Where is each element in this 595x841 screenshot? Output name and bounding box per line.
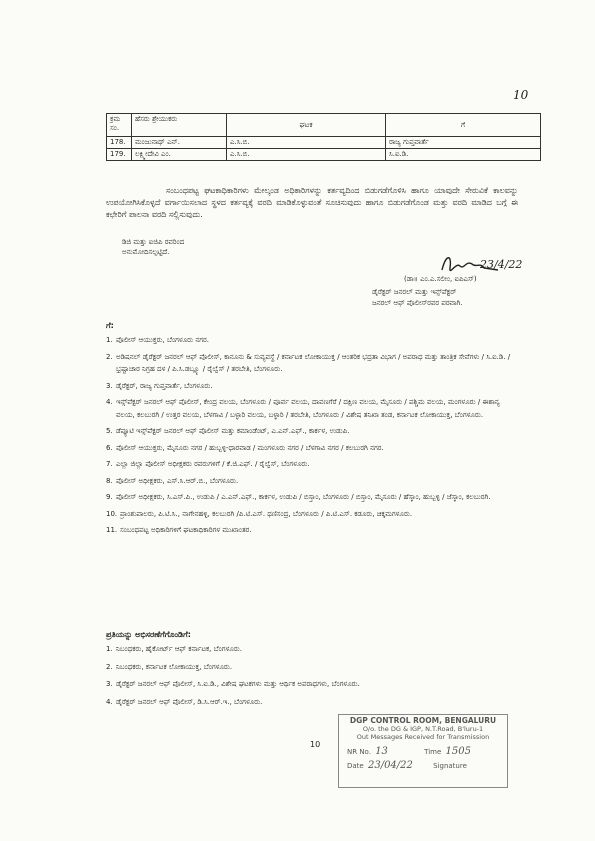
page-mark: 10 (513, 88, 529, 102)
list-item: 4. ಇನ್ಸ್‌ಪೆಕ್ಟರ್ ಜನರಲ್ ಆಫ್ ಪೊಲೀಸ್, ಕೇಂದ್ರ ವಲಯ, ಬೆಂಗಳೂರು / ಪೂರ್ವ ವಲಯ, ದಾವಣಗೆರೆ / ದಕ್ಷಿಣ ವಲಯ, ಮೈಸೂರು / ಪಶ್ಚಿಮ ವಲಯ, ಮಂಗಳೂರು / ಈಶಾನ್ಯ ವಲಯ, ಕಲಬುರಗಿ / ಉತ್ತರ ವಲಯ, ಬೆಳಗಾವಿ / ಬಳ್ಳಾರಿ ವಲಯ, ಬಳ್ಳಾರಿ / ತರಬೇತಿ, ಬೆಂಗಳೂರು / ವಿಶೇಷ ತನಿಖಾ ತಂಡ, ಕರ್ನಾಟಕ ಲೋಕಾಯುಕ್ತ, ಬೆಂಗಳೂರು. (106, 398, 500, 419)
list-item: 1. ಪೊಲೀಸ್ ಆಯುಕ್ತರು, ಬೆಂಗಳೂರು ನಗರ. (106, 336, 209, 344)
list-item-text: ನಿಬಂಧಕರು, ಕರ್ನಾಟಕ ಲೋಕಾಯುಕ್ತ, ಬೆಂಗಳೂರು. (116, 662, 233, 671)
list-item: 4. ಡೈರೆಕ್ಟರ್ ಜನರಲ್ ಆಫ್ ಪೊಲೀಸ್, ಡಿ.ಸಿ.ಆರ್.ಇ., ಬೆಂಗಳೂರು. (106, 697, 263, 706)
approval-note (122, 237, 272, 257)
stamp-date-label: Date (347, 762, 364, 770)
list-item-text: ಇನ್ಸ್‌ಪೆಕ್ಟರ್ ಜನರಲ್ ಆಫ್ ಪೊಲೀಸ್, ಕೇಂದ್ರ ವಲಯ, ಬೆಂಗಳೂರು / ಪೂರ್ವ ವಲಯ, ದಾವಣಗೆರೆ / ದಕ್ಷಿಣ ವಲಯ, ಮೈಸೂರು / ಪಶ್ಚಿಮ ವಲಯ, ಮಂಗಳೂರು / ಈಶಾನ್ಯ ವಲಯ, ಕಲಬುರಗಿ / ಉತ್ತರ ವಲಯ, ಬೆಳಗಾವಿ / ಬಳ್ಳಾರಿ ವಲಯ, ಬಳ್ಳಾರಿ / ತರಬೇತಿ, ಬೆಂಗಳೂರು / ವಿಶೇಷ ತನಿಖಾ ತಂಡ, ಕರ್ನಾಟಕ ಲೋಕಾಯುಕ್ತ, ಬೆಂಗಳೂರು. (116, 398, 500, 419)
stamp-nr-label: NR No. (347, 748, 371, 756)
list-item: 7. ಎಲ್ಲಾ ಜಿಲ್ಲಾ ಪೊಲೀಸ್ ಅಧೀಕ್ಷಕರು ರವರುಗಳಿಗೆ / ಕೆ.ಜಿ.ಎಫ್. / ರೈಲ್ವೆಸ್, ಬೆಂಗಳೂರು. (106, 460, 310, 468)
row-name: ಲಕ್ಷ್ಮೀದೇವಿ ಎಂ. (132, 149, 227, 161)
recipient-list (106, 334, 518, 537)
row-to: ರಾಜ್ಯ ಗುಪ್ತವಾರ್ತೆ (386, 137, 541, 149)
list-item: 1. ನಿಬಂಧಕರು, ಹೈಕೋರ್ಟ್ ಆಫ್ ಕರ್ನಾಟಕ, ಬೆಂಗಳೂರು. (106, 645, 242, 653)
row-serial: 179. (107, 149, 132, 161)
stamp-time-label: Time (424, 748, 442, 756)
stamp-subtitle: Out Messages Received for Transmission (356, 733, 490, 741)
list-item-text: ಅಡಿಷನಲ್ ಡೈರೆಕ್ಟರ್ ಜನರಲ್ ಆಫ್ ಪೊಲೀಸ್, ಕಾನೂನು & ಸುವ್ಯವಸ್ಥೆ / ಕರ್ನಾಟಕ ಲೋಕಾಯುಕ್ತ / ಆಂತರಿಕ ಭದ್ರತಾ ವಿಭಾಗ / ಅಪರಾಧ ಮತ್ತು ತಾಂತ್ರಿಕ ಸೇವೆಗಳು / ಸಿ.ಐ.ಡಿ. / ಭ್ರಷ್ಟಾಚಾರ ನಿಗ್ರಹ ದಳ / ಪಿ.ಸಿ.ಡಬ್ಲ್ಯೂ / ರೈಲ್ವೆಸ್ / ತರಬೇತಿ, ಬೆಂಗಳೂರು. (116, 352, 511, 373)
approval-line: ಡಿಜಿ ಮತ್ತು ಐಜಿಪಿ ರವರಿಂದ (122, 238, 185, 246)
stamp-nr-value: 13 (375, 746, 388, 757)
list-item-text: ಪೊಲೀಸ್ ಆಯುಕ್ತರು, ಬೆಂಗಳೂರು ನಗರ. (116, 336, 209, 344)
row-unit: ಎ.ಸಿ.ಬಿ. (227, 149, 386, 161)
list-item-text: ನಿಬಂಧಕರು, ಹೈಕೋರ್ಟ್ ಆಫ್ ಕರ್ನಾಟಕ, ಬೆಂಗಳೂರು. (116, 645, 242, 653)
list-item-text: ಎಲ್ಲಾ ಜಿಲ್ಲಾ ಪೊಲೀಸ್ ಅಧೀಕ್ಷಕರು ರವರುಗಳಿಗೆ / ಕೆ.ಜಿ.ಎಫ್. / ರೈಲ್ವೆಸ್, ಬೆಂಗಳೂರು. (116, 460, 310, 468)
list-item-text: ಪ್ರಾಂಶುಪಾಲರು, ಪಿ.ಟಿ.ಸಿ., ನಾಗೇನಹಳ್ಳಿ, ಕಲಬುರಗಿ /ಪಿ.ಟಿ.ಎಸ್. ಥಣಿಸಂದ್ರ, ಬೆಂಗಳೂರು / ಪಿ.ಟಿ.ಎಸ್. ಕಡೂರು, ಚಿಕ್ಕಮಗಳೂರು. (120, 509, 413, 518)
to-heading: ಗೆ: (106, 321, 114, 330)
signatory-designation: ಡೈರೆಕ್ಟರ್ ಜನರಲ್ ಮತ್ತು ಇನ್ಸ್‌ಪೆಕ್ಟರ್ (372, 288, 457, 296)
row-to: ಸಿ.ಐ.ಡಿ. (386, 149, 541, 161)
row-serial: 178. (107, 137, 132, 149)
signature-date: 23/4/22 (480, 258, 523, 271)
header-to: ಗೆ (386, 114, 541, 137)
list-item-text: ಡೆಪ್ಯೂಟಿ ಇನ್ಸ್‌ಪೆಕ್ಟರ್ ಜನರಲ್ ಆಫ್ ಪೊಲೀಸ್ ಮತ್ತು ಕಮಾಂಡೆಂಟ್, ಎ.ಎನ್.ಎಫ್., ಕಾರ್ಕಳ, ಉಡುಪಿ. (116, 427, 350, 435)
stamp-date-value: 23/04/22 (367, 760, 413, 771)
signatory-name: (ಡಾ॥ ಎಂ.ಎ.ಸಲೀಂ, ಐಪಿಎಸ್) (404, 275, 477, 283)
list-item: 2. ಅಡಿಷನಲ್ ಡೈರೆಕ್ಟರ್ ಜನರಲ್ ಆಫ್ ಪೊಲೀಸ್, ಕಾನೂನು & ಸುವ್ಯವಸ್ಥೆ / ಕರ್ನಾಟಕ ಲೋಕಾಯುಕ್ತ / ಆಂತರಿಕ ಭದ್ರತಾ ವಿಭಾಗ / ಅಪರಾಧ ಮತ್ತು ತಾಂತ್ರಿಕ ಸೇವೆಗಳು / ಸಿ.ಐ.ಡಿ. / ಭ್ರಷ್ಟಾಚಾರ ನಿಗ್ರಹ ದಳ / ಪಿ.ಸಿ.ಡಬ್ಲ್ಯೂ / ರೈಲ್ವೆಸ್ / ತರಬೇತಿ, ಬೆಂಗಳೂರು. (106, 352, 511, 373)
table-header-row (107, 114, 541, 137)
header-unit: ಘಟಕ (227, 114, 386, 137)
transfer-table (106, 113, 541, 161)
stamp-time-value: 1505 (445, 746, 471, 757)
list-item-text: ಡೈರೆಕ್ಟರ್, ರಾಜ್ಯ ಗುಪ್ತವಾರ್ತೆ, ಬೆಂಗಳೂರು. (116, 381, 213, 390)
list-item: 6. ಪೊಲೀಸ್ ಆಯುಕ್ತರು, ಮೈಸೂರು ನಗರ / ಹುಬ್ಬಳ್ಳಿ-ಧಾರವಾಡ / ಮಂಗಳೂರು ನಗರ / ಬೆಳಗಾವಿ ನಗರ / ಕಲಬುರಗಿ ನಗರ. (106, 443, 384, 452)
list-item-text: ಪೊಲೀಸ್ ಅಧೀಕ್ಷಕರು, ಎಸ್.ಸಿ.ಆರ್.ಬಿ., ಬೆಂಗಳೂರು. (116, 476, 239, 485)
stamp-signature-label: Signature (433, 762, 467, 770)
header-name: ಹೆಸರು ಶ್ರೇಯುಕರು (132, 114, 227, 137)
list-item-text: ಪೊಲೀಸ್ ಅಧೀಕ್ಷಕರು, ಸಿ.ಎಸ್.ಪಿ., ಉಡುಪಿ / ಎ.ಎನ್.ಎಫ್., ಕಾರ್ಕಳ, ಉಡುಪಿ / ಬಿಸ್ತಾಂ, ಬೆಂಗಳೂರು / ಬಿಸ್ತಾಂ, ಮೈಸೂರು / ಹೆಸ್ಕಾಂ, ಹುಬ್ಬಳ್ಳಿ / ಜೆಸ್ಕಾಂ, ಕಲಬುರಗಿ. (116, 493, 491, 501)
control-room-stamp (338, 714, 508, 788)
approval-line: ಅನುಮೋದಿಸಲ್ಪಟ್ಟಿದೆ. (122, 248, 170, 256)
list-item-text: ಸಂಬಂಧಪಟ್ಟ ಅಧಿಕಾರಿಗಳಿಗೆ ಘಟಕಾಧಿಕಾರಿಗಳ ಮುಖಾಂತರ. (120, 526, 252, 534)
table-row (107, 149, 541, 161)
copy-heading: ಪ್ರತಿಯನ್ನು ಅಭಿಸರಣೆಗೆಗೊಂಡಿಗೆ: (106, 630, 191, 639)
stamp-title: DGP CONTROL ROOM, BENGALURU (349, 716, 497, 725)
list-item: 9. ಪೊಲೀಸ್ ಅಧೀಕ್ಷಕರು, ಸಿ.ಎಸ್.ಪಿ., ಉಡುಪಿ / ಎ.ಎನ್.ಎಫ್., ಕಾರ್ಕಳ, ಉಡುಪಿ / ಬಿಸ್ತಾಂ, ಬೆಂಗಳೂರು / ಬಿಸ್ತಾಂ, ಮೈಸೂರು / ಹೆಸ್ಕಾಂ, ಹುಬ್ಬಳ್ಳಿ / ಜೆಸ್ಕಾಂ, ಕಲಬುರಗಿ. (106, 493, 491, 501)
list-item: 3. ಡೈರೆಕ್ಟರ್, ರಾಜ್ಯ ಗುಪ್ತವಾರ್ತೆ, ಬೆಂಗಳೂರು. (106, 381, 213, 390)
page-number: 10 (310, 740, 321, 749)
row-unit: ಎ.ಸಿ.ಬಿ. (227, 137, 386, 149)
copy-list (106, 643, 518, 708)
list-item-text: ಡೈರೆಕ್ಟರ್ ಜನರಲ್ ಆಫ್ ಪೊಲೀಸ್, ಡಿ.ಸಿ.ಆರ್.ಇ., ಬೆಂಗಳೂರು. (116, 697, 263, 706)
list-item: 8. ಪೊಲೀಸ್ ಅಧೀಕ್ಷಕರು, ಎಸ್.ಸಿ.ಆರ್.ಬಿ., ಬೆಂಗಳೂರು. (106, 476, 239, 485)
list-item: 2. ನಿಬಂಧಕರು, ಕರ್ನಾಟಕ ಲೋಕಾಯುಕ್ತ, ಬೆಂಗಳೂರು. (106, 662, 233, 671)
list-item: 3. ಡೈರೆಕ್ಟರ್ ಜನರಲ್ ಆಫ್ ಪೊಲೀಸ್, ಸಿ.ಐ.ಡಿ., ವಿಶೇಷ ಘಟಕಗಳು ಮತ್ತು ಆರ್ಥಿಕ ಅಪರಾಧಗಳು, ಬೆಂಗಳೂರು. (106, 680, 360, 688)
body-paragraph: ಸಂಬಂಧಪಟ್ಟ ಘಟಕಾಧಿಕಾರಿಗಳು ಮೇಲ್ಕಂಡ ಅಧಿಕಾರಿಗಳನ್ನು ಕರ್ತವ್ಯದಿಂದ ಬಿಡುಗಡೆಗೊಳಿಸಿ ಹಾಗೂ ಯಾವುದೇ ಸೇರುವಿಕೆ ಕಾಲವನ್ನು ಉಪಯೋಗಿಸಿಕೊಳ್ಳದೆ ವರ್ಗಾಯಿಸಲಾದ ಸ್ಥಳದ ಕರ್ತವ್ಯಕ್ಕೆ ವರದಿ ಮಾಡಿಕೊಳ್ಳುವಂತೆ ಸೂಚಿಸುವುದು ಹಾಗೂ ಬಿಡುಗಡೆಗೊಂಡ ಮತ್ತು ವರದಿ ಮಾಡಿದ ಬಗ್ಗೆ ಈ ಕಛೇರಿಗೆ ಪಾಲನಾ ವರದಿ ಸಲ್ಲಿಸುವುದು. (106, 186, 518, 219)
list-item: 5. ಡೆಪ್ಯೂಟಿ ಇನ್ಸ್‌ಪೆಕ್ಟರ್ ಜನರಲ್ ಆಫ್ ಪೊಲೀಸ್ ಮತ್ತು ಕಮಾಂಡೆಂಟ್, ಎ.ಎನ್.ಎಫ್., ಕಾರ್ಕಳ, ಉಡುಪಿ. (106, 427, 350, 435)
list-item: 10. ಪ್ರಾಂಶುಪಾಲರು, ಪಿ.ಟಿ.ಸಿ., ನಾಗೇನಹಳ್ಳಿ, ಕಲಬುರಗಿ /ಪಿ.ಟಿ.ಎಸ್. ಥಣಿಸಂದ್ರ, ಬೆಂಗಳೂರು / ಪಿ.ಟಿ.ಎಸ್. ಕಡೂರು, ಚಿಕ್ಕಮಗಳೂರು. (106, 509, 413, 518)
row-name: ಮಂಜುನಾಥ್ ಎನ್. (132, 137, 227, 149)
header-serial: ಕ್ರಮ ಸಂ. (107, 114, 132, 137)
stamp-date-row (347, 762, 507, 770)
list-item-text: ಪೊಲೀಸ್ ಆಯುಕ್ತರು, ಮೈಸೂರು ನಗರ / ಹುಬ್ಬಳ್ಳಿ-ಧಾರವಾಡ / ಮಂಗಳೂರು ನಗರ / ಬೆಳಗಾವಿ ನಗರ / ಕಲಬುರಗಿ ನಗರ. (116, 443, 384, 452)
signatory-designation: ಜನರಲ್ ಆಫ್ ಪೊಲೀಸ್‌ರವರ ಪರವಾಗಿ. (372, 299, 463, 307)
list-item: 11. ಸಂಬಂಧಪಟ್ಟ ಅಧಿಕಾರಿಗಳಿಗೆ ಘಟಕಾಧಿಕಾರಿಗಳ ಮುಖಾಂತರ. (106, 526, 252, 534)
table-row (107, 137, 541, 149)
stamp-address: O/o. the DG & IGP, N.T.Road, B'luru-1 (362, 725, 484, 733)
list-item-text: ಡೈರೆಕ್ಟರ್ ಜನರಲ್ ಆಫ್ ಪೊಲೀಸ್, ಸಿ.ಐ.ಡಿ., ವಿಶೇಷ ಘಟಕಗಳು ಮತ್ತು ಆರ್ಥಿಕ ಅಪರಾಧಗಳು, ಬೆಂಗಳೂರು. (116, 680, 360, 688)
stamp-nr-row (347, 748, 507, 756)
